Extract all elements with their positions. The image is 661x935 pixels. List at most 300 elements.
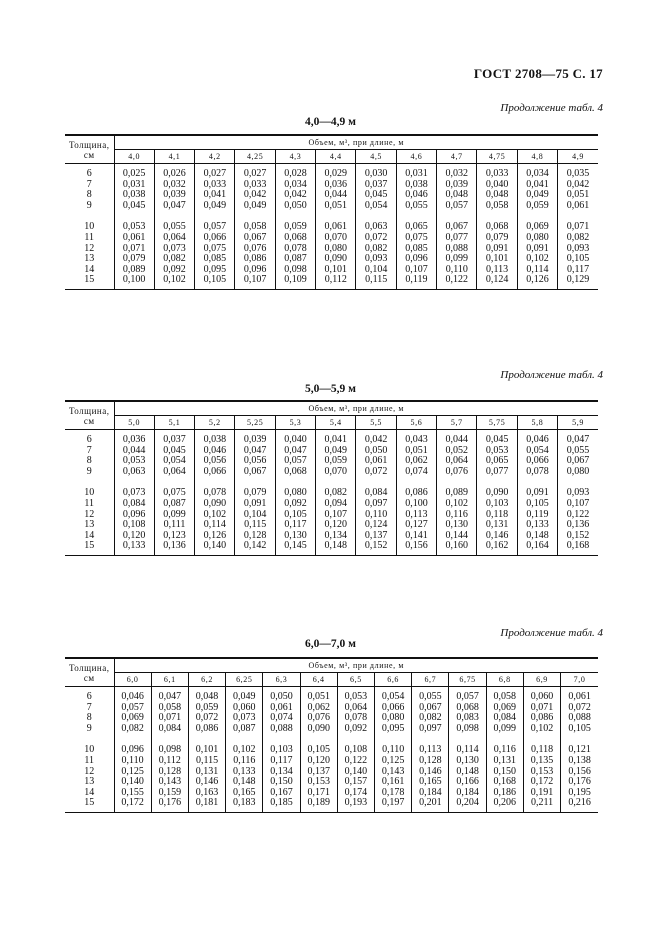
volume-value: 0,064 xyxy=(163,465,186,477)
length-header: 6,3 xyxy=(263,673,300,687)
volume-value: 0,082 xyxy=(324,487,348,499)
volume-value: 0,074 xyxy=(405,465,428,477)
volume-value: 0,041 xyxy=(203,189,227,201)
volume-value: 0,051 xyxy=(307,691,330,702)
volume-value: 0,055 xyxy=(163,221,186,233)
thickness-value: 13 xyxy=(84,776,95,788)
volume-value: 0,103 xyxy=(270,744,293,756)
volume-value: 0,172 xyxy=(530,776,554,788)
volume-value: 0,133 xyxy=(233,765,256,777)
volume-value: 0,109 xyxy=(284,274,307,286)
volume-value: 0,093 xyxy=(566,242,590,254)
volume-value: 0,152 xyxy=(364,540,388,552)
volume-value: 0,046 xyxy=(405,189,428,201)
volume-value: 0,057 xyxy=(121,701,144,713)
volume-value: 0,216 xyxy=(568,797,591,809)
volume-value: 0,155 xyxy=(121,786,144,798)
volume-value: 0,128 xyxy=(243,529,267,541)
thickness-unit: см xyxy=(83,150,95,160)
length-header: 4,6 xyxy=(396,150,436,164)
volume-value: 0,134 xyxy=(324,529,348,541)
volume-cell xyxy=(517,430,557,556)
volume-cell xyxy=(151,687,188,813)
thickness-value: 9 xyxy=(86,199,92,211)
volume-value: 0,087 xyxy=(284,253,307,265)
volume-value: 0,201 xyxy=(419,797,442,809)
length-header-row xyxy=(65,416,598,430)
volume-value: 0,129 xyxy=(566,274,590,286)
header-row xyxy=(65,401,598,416)
volume-value: 0,053 xyxy=(344,691,368,702)
volume-value: 0,145 xyxy=(284,540,307,552)
volume-value: 0,050 xyxy=(284,199,307,211)
volume-value: 0,044 xyxy=(122,444,146,456)
volume-value: 0,148 xyxy=(233,776,256,788)
volume-value: 0,137 xyxy=(307,765,330,777)
thickness-value: 12 xyxy=(84,508,95,520)
volume-value: 0,069 xyxy=(526,221,549,233)
length-header: 6,6 xyxy=(375,673,412,687)
volume-value: 0,184 xyxy=(419,786,442,798)
volume-value: 0,103 xyxy=(485,497,509,509)
volume-cell xyxy=(486,687,523,813)
volume-cell xyxy=(561,687,598,813)
volume-value: 0,146 xyxy=(195,776,219,788)
volume-value: 0,197 xyxy=(381,797,405,809)
volume-value: 0,108 xyxy=(344,744,368,756)
section-title: 6,0—7,0 м xyxy=(305,638,356,650)
volume-value: 0,107 xyxy=(566,497,590,509)
volume-value: 0,134 xyxy=(270,765,293,777)
length-header: 6,8 xyxy=(486,673,523,687)
volume-value: 0,066 xyxy=(203,465,227,477)
volume-table xyxy=(65,657,598,813)
thickness-value: 15 xyxy=(84,274,95,286)
volume-value: 0,127 xyxy=(405,519,428,531)
volume-value: 0,064 xyxy=(344,701,368,713)
volume-value: 0,057 xyxy=(456,691,479,702)
volume-value: 0,090 xyxy=(307,722,330,734)
volume-cell xyxy=(154,164,194,290)
volume-value: 0,116 xyxy=(233,754,256,766)
volume-value: 0,113 xyxy=(486,263,509,275)
volume-value: 0,186 xyxy=(493,786,517,798)
volume-value: 0,056 xyxy=(203,455,227,467)
volume-value: 0,043 xyxy=(405,434,428,445)
volume-value: 0,183 xyxy=(233,797,256,809)
volume-cell xyxy=(396,430,436,556)
volume-value: 0,086 xyxy=(530,712,554,724)
volume-value: 0,080 xyxy=(381,712,405,724)
volume-value: 0,048 xyxy=(485,189,509,201)
volume-value: 0,057 xyxy=(284,455,307,467)
volume-value: 0,185 xyxy=(270,797,293,809)
volume-value: 0,042 xyxy=(566,178,590,190)
thickness-value: 7 xyxy=(86,701,92,713)
length-header: 5,4 xyxy=(316,416,356,430)
volume-value: 0,091 xyxy=(526,242,549,254)
volume-value: 0,084 xyxy=(122,497,146,509)
volume-cell xyxy=(114,430,154,556)
volume-cell xyxy=(275,430,315,556)
volume-value: 0,049 xyxy=(233,691,256,702)
volume-value: 0,059 xyxy=(324,455,348,467)
volume-value: 0,122 xyxy=(566,508,590,520)
volume-value: 0,120 xyxy=(324,519,348,531)
volume-table xyxy=(65,400,598,556)
volume-value: 0,122 xyxy=(344,754,368,766)
volume-cell xyxy=(337,687,374,813)
length-header: 6,1 xyxy=(151,673,188,687)
thickness-value: 12 xyxy=(84,242,95,254)
volume-value: 0,112 xyxy=(158,754,181,766)
thickness-unit: см xyxy=(83,673,95,683)
thickness-value: 7 xyxy=(86,178,92,190)
volume-value: 0,038 xyxy=(122,189,146,201)
volume-value: 0,166 xyxy=(456,776,479,788)
volume-value: 0,070 xyxy=(324,465,348,477)
table-row xyxy=(65,164,598,290)
volume-value: 0,064 xyxy=(445,455,469,467)
volume-value: 0,093 xyxy=(364,253,388,265)
volume-value: 0,128 xyxy=(158,765,182,777)
volume-value: 0,181 xyxy=(195,797,219,809)
volume-cell xyxy=(300,687,337,813)
volume-value: 0,136 xyxy=(163,540,186,552)
volume-value: 0,105 xyxy=(284,508,307,520)
volume-value: 0,141 xyxy=(405,529,428,541)
thickness-cell xyxy=(65,430,114,556)
thickness-value: 7 xyxy=(86,444,92,456)
volume-value: 0,191 xyxy=(530,786,554,798)
volume-value: 0,152 xyxy=(566,529,590,541)
volume-value: 0,117 xyxy=(284,519,307,531)
volume-value: 0,140 xyxy=(344,765,368,777)
thickness-value: 6 xyxy=(86,168,92,179)
volume-value: 0,157 xyxy=(344,776,368,788)
volume-value: 0,116 xyxy=(445,508,468,520)
volume-cell xyxy=(114,687,151,813)
volume-value: 0,084 xyxy=(158,722,182,734)
volume-value: 0,032 xyxy=(445,168,469,179)
volume-value: 0,165 xyxy=(419,776,442,788)
volume-value: 0,193 xyxy=(344,797,368,809)
volume-value: 0,051 xyxy=(405,444,428,456)
continuation-label: Продолжение табл. 4 xyxy=(500,102,603,114)
volume-value: 0,038 xyxy=(405,178,428,190)
volume-value: 0,045 xyxy=(122,199,146,211)
volume-value: 0,168 xyxy=(566,540,590,552)
volume-value: 0,042 xyxy=(284,189,307,201)
volume-value: 0,156 xyxy=(405,540,428,552)
volume-value: 0,072 xyxy=(364,465,388,477)
thickness-value: 6 xyxy=(86,434,92,445)
volume-value: 0,061 xyxy=(324,221,348,233)
volume-value: 0,105 xyxy=(203,274,227,286)
volume-cell xyxy=(517,164,557,290)
volume-cell xyxy=(154,430,194,556)
volume-value: 0,050 xyxy=(364,444,388,456)
volume-value: 0,131 xyxy=(485,519,509,531)
volume-value: 0,115 xyxy=(195,754,219,766)
volume-value: 0,090 xyxy=(485,487,509,499)
volume-value: 0,110 xyxy=(445,263,468,275)
volume-value: 0,041 xyxy=(324,434,348,445)
volume-value: 0,076 xyxy=(243,242,267,254)
volume-value: 0,051 xyxy=(324,199,348,211)
volume-value: 0,204 xyxy=(456,797,479,809)
volume-value: 0,079 xyxy=(243,487,267,499)
volume-value: 0,100 xyxy=(122,274,146,286)
volume-value: 0,130 xyxy=(284,529,307,541)
thickness-value: 11 xyxy=(84,231,95,243)
volume-value: 0,114 xyxy=(526,263,549,275)
volume-value: 0,102 xyxy=(530,722,554,734)
volume-value: 0,068 xyxy=(284,231,307,243)
volume-value: 0,058 xyxy=(485,199,509,211)
volume-value: 0,027 xyxy=(203,168,227,179)
volume-value: 0,086 xyxy=(243,253,267,265)
volume-value: 0,067 xyxy=(419,701,442,713)
length-header: 5,7 xyxy=(437,416,477,430)
thickness-value: 8 xyxy=(86,189,92,201)
volume-value: 0,034 xyxy=(526,168,549,179)
length-header: 4,3 xyxy=(275,150,315,164)
volume-header: Объем, м³, при длине, м xyxy=(114,401,598,416)
volume-value: 0,117 xyxy=(566,263,590,275)
volume-value: 0,136 xyxy=(566,519,590,531)
volume-value: 0,057 xyxy=(445,199,469,211)
volume-value: 0,098 xyxy=(158,744,182,756)
volume-value: 0,160 xyxy=(445,540,469,552)
volume-value: 0,049 xyxy=(526,189,549,201)
length-header: 4,75 xyxy=(477,150,517,164)
volume-value: 0,110 xyxy=(382,744,405,756)
volume-value: 0,098 xyxy=(456,722,479,734)
volume-value: 0,077 xyxy=(485,465,509,477)
volume-value: 0,067 xyxy=(445,221,469,233)
volume-value: 0,075 xyxy=(163,487,186,499)
volume-value: 0,039 xyxy=(243,434,267,445)
length-header: 4,5 xyxy=(356,150,396,164)
volume-value: 0,047 xyxy=(163,199,186,211)
volume-value: 0,065 xyxy=(405,221,428,233)
volume-value: 0,137 xyxy=(364,529,388,541)
thickness-value: 14 xyxy=(84,786,95,798)
length-header: 4,8 xyxy=(517,150,557,164)
volume-value: 0,061 xyxy=(270,701,293,713)
volume-value: 0,048 xyxy=(445,189,469,201)
length-header: 5,8 xyxy=(517,416,557,430)
volume-value: 0,150 xyxy=(493,765,517,777)
volume-value: 0,125 xyxy=(121,765,144,777)
volume-value: 0,054 xyxy=(381,691,405,702)
volume-value: 0,082 xyxy=(419,712,442,724)
volume-value: 0,078 xyxy=(284,242,307,254)
volume-value: 0,046 xyxy=(203,444,227,456)
volume-cell xyxy=(375,687,412,813)
volume-value: 0,133 xyxy=(122,540,146,552)
volume-cell xyxy=(477,430,517,556)
volume-cell xyxy=(235,430,275,556)
volume-value: 0,195 xyxy=(568,786,591,798)
volume-value: 0,063 xyxy=(122,465,146,477)
volume-value: 0,049 xyxy=(324,444,348,456)
volume-value: 0,080 xyxy=(324,242,348,254)
volume-value: 0,068 xyxy=(485,221,509,233)
continuation-label: Продолжение табл. 4 xyxy=(500,369,603,381)
volume-value: 0,069 xyxy=(121,712,144,724)
volume-cell xyxy=(356,164,396,290)
volume-cell xyxy=(263,687,300,813)
volume-value: 0,082 xyxy=(566,231,590,243)
volume-value: 0,118 xyxy=(486,508,509,520)
volume-value: 0,054 xyxy=(526,444,549,456)
volume-value: 0,067 xyxy=(566,455,590,467)
volume-value: 0,068 xyxy=(284,465,307,477)
volume-cell xyxy=(114,164,154,290)
volume-value: 0,131 xyxy=(493,754,517,766)
volume-value: 0,037 xyxy=(364,178,388,190)
volume-value: 0,130 xyxy=(456,754,479,766)
volume-value: 0,126 xyxy=(203,529,227,541)
length-header: 6,7 xyxy=(412,673,449,687)
length-header-row xyxy=(65,150,598,164)
volume-value: 0,061 xyxy=(566,199,590,211)
volume-value: 0,162 xyxy=(485,540,509,552)
thickness-value: 12 xyxy=(84,765,95,777)
volume-value: 0,080 xyxy=(526,231,549,243)
volume-value: 0,176 xyxy=(568,776,591,788)
thickness-header xyxy=(65,658,114,687)
thickness-label: Толщина, xyxy=(68,663,110,673)
volume-value: 0,211 xyxy=(530,797,554,809)
volume-value: 0,045 xyxy=(163,444,186,456)
volume-cell xyxy=(437,164,477,290)
volume-value: 0,076 xyxy=(307,712,330,724)
volume-value: 0,091 xyxy=(526,487,549,499)
length-header: 5,9 xyxy=(558,416,598,430)
table-row xyxy=(65,430,598,556)
volume-value: 0,150 xyxy=(270,776,293,788)
volume-value: 0,092 xyxy=(284,497,307,509)
volume-value: 0,033 xyxy=(485,168,509,179)
volume-value: 0,153 xyxy=(530,765,554,777)
volume-value: 0,074 xyxy=(270,712,293,724)
volume-value: 0,071 xyxy=(122,242,146,254)
length-header: 4,1 xyxy=(154,150,194,164)
volume-cell xyxy=(477,164,517,290)
length-header: 6,9 xyxy=(523,673,560,687)
volume-value: 0,148 xyxy=(526,529,549,541)
volume-value: 0,058 xyxy=(158,701,182,713)
volume-cell xyxy=(449,687,486,813)
length-header: 5,2 xyxy=(195,416,235,430)
volume-value: 0,114 xyxy=(203,519,226,531)
volume-value: 0,115 xyxy=(365,274,388,286)
length-header: 5,75 xyxy=(477,416,517,430)
volume-value: 0,119 xyxy=(526,508,549,520)
volume-value: 0,096 xyxy=(122,508,146,520)
volume-cell xyxy=(316,164,356,290)
volume-value: 0,080 xyxy=(284,487,307,499)
volume-value: 0,055 xyxy=(419,691,442,702)
volume-value: 0,044 xyxy=(445,434,469,445)
volume-value: 0,174 xyxy=(344,786,368,798)
volume-value: 0,184 xyxy=(456,786,479,798)
volume-value: 0,090 xyxy=(203,497,227,509)
volume-value: 0,078 xyxy=(526,465,549,477)
volume-value: 0,056 xyxy=(243,455,267,467)
volume-header: Объем, м³, при длине, м xyxy=(114,658,598,673)
thickness-header xyxy=(65,135,114,164)
section-title: 4,0—4,9 м xyxy=(305,116,356,128)
volume-value: 0,097 xyxy=(364,497,388,509)
volume-value: 0,079 xyxy=(122,253,146,265)
volume-value: 0,133 xyxy=(526,519,549,531)
thickness-value: 10 xyxy=(84,744,95,756)
continuation-label: Продолжение табл. 4 xyxy=(500,627,603,639)
volume-value: 0,082 xyxy=(121,722,144,734)
volume-value: 0,088 xyxy=(445,242,469,254)
volume-value: 0,069 xyxy=(493,701,517,713)
thickness-label: Толщина, xyxy=(68,406,110,416)
volume-value: 0,085 xyxy=(203,253,227,265)
volume-value: 0,091 xyxy=(243,497,267,509)
volume-value: 0,039 xyxy=(445,178,469,190)
volume-value: 0,093 xyxy=(566,487,590,499)
volume-value: 0,153 xyxy=(307,776,330,788)
volume-value: 0,092 xyxy=(163,263,186,275)
volume-cell xyxy=(235,164,275,290)
volume-value: 0,025 xyxy=(122,168,146,179)
volume-value: 0,148 xyxy=(324,540,348,552)
volume-value: 0,148 xyxy=(456,765,479,777)
volume-value: 0,032 xyxy=(163,178,186,190)
volume-value: 0,098 xyxy=(284,263,307,275)
volume-value: 0,108 xyxy=(122,519,146,531)
volume-value: 0,050 xyxy=(270,691,293,702)
volume-value: 0,101 xyxy=(485,253,509,265)
volume-value: 0,128 xyxy=(419,754,442,766)
volume-value: 0,027 xyxy=(243,168,267,179)
length-header: 4,25 xyxy=(235,150,275,164)
volume-value: 0,099 xyxy=(493,722,517,734)
volume-value: 0,053 xyxy=(122,455,146,467)
volume-value: 0,061 xyxy=(364,455,388,467)
volume-cell xyxy=(275,164,315,290)
thickness-label: Толщина, xyxy=(68,140,110,150)
volume-value: 0,131 xyxy=(195,765,219,777)
volume-value: 0,062 xyxy=(307,701,330,713)
volume-value: 0,072 xyxy=(568,701,591,713)
volume-value: 0,078 xyxy=(203,487,227,499)
thickness-value: 14 xyxy=(84,263,95,275)
volume-value: 0,034 xyxy=(284,178,307,190)
volume-value: 0,083 xyxy=(456,712,479,724)
volume-value: 0,064 xyxy=(163,231,186,243)
volume-value: 0,078 xyxy=(344,712,368,724)
header-row xyxy=(65,658,598,673)
volume-value: 0,135 xyxy=(530,754,554,766)
length-header: 6,75 xyxy=(449,673,486,687)
volume-value: 0,102 xyxy=(163,274,186,286)
thickness-unit: см xyxy=(83,416,95,426)
thickness-value: 9 xyxy=(86,722,92,734)
volume-cell xyxy=(188,687,225,813)
volume-value: 0,105 xyxy=(568,722,591,734)
volume-cell xyxy=(396,164,436,290)
